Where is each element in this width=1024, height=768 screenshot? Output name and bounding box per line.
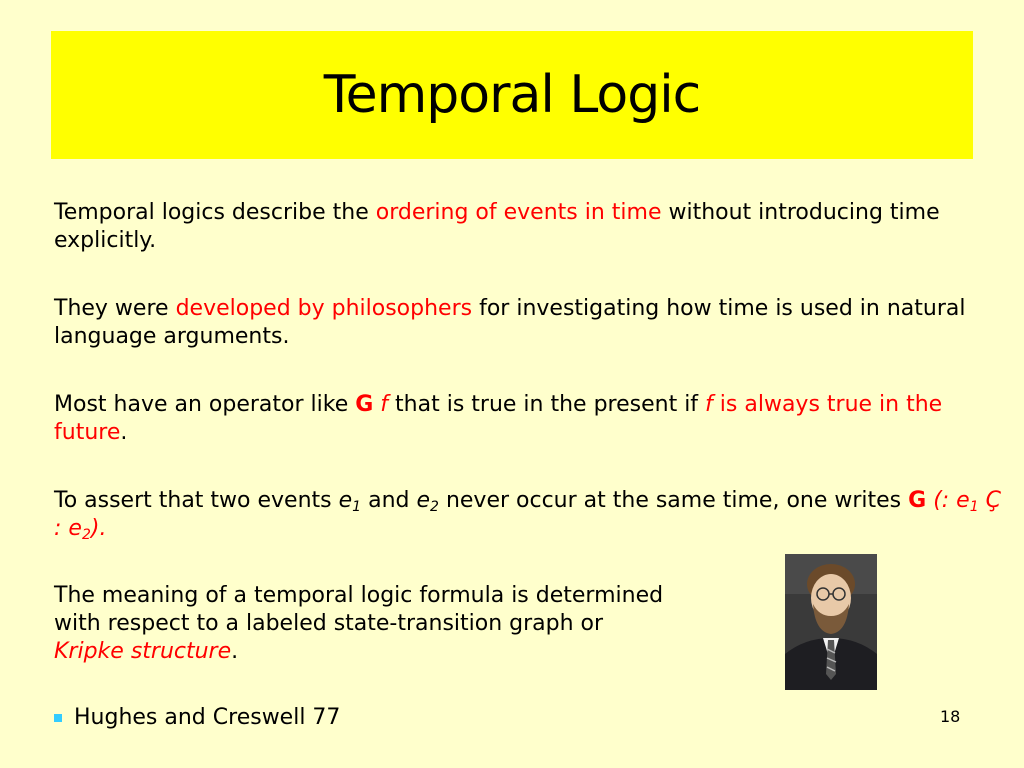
bullet-marker-icon — [54, 714, 62, 722]
title-banner — [51, 31, 973, 159]
formula-part: Ç : e — [54, 488, 1002, 541]
event-e1: e — [338, 488, 353, 513]
paragraph-assert — [54, 487, 1014, 543]
formula-part: (: e — [926, 488, 970, 513]
portrait-photo — [785, 554, 877, 690]
subscript: 2 — [81, 527, 91, 543]
text: for investigating how time is used in natural language arguments. — [54, 296, 966, 349]
text: with respect to a labeled state-transition graph or — [54, 611, 604, 636]
subscript: 1 — [352, 499, 362, 515]
emphasis-text: developed by philosophers — [175, 296, 473, 321]
text: Temporal logics describe the — [54, 200, 376, 225]
page-number: 18 — [940, 707, 961, 726]
text: . — [231, 639, 239, 664]
text: never occur at the same time, one writes — [438, 488, 909, 513]
emphasis-text: is always true in the future — [54, 392, 943, 445]
subscript: 2 — [430, 499, 439, 515]
portrait-illustration — [785, 554, 877, 690]
paragraph-operator — [54, 391, 1014, 447]
bullet-item — [54, 704, 340, 732]
subscript: 1 — [969, 499, 979, 515]
text: Most have an operator like — [54, 392, 356, 417]
operator-g: G — [908, 488, 927, 513]
text: without introducing time explicitly. — [54, 200, 940, 253]
text: that is true in the present if — [388, 392, 706, 417]
paragraph-ordering — [54, 199, 1014, 255]
text: The meaning of a temporal logic formula is determined — [54, 583, 664, 608]
slide-title: Temporal Logic — [323, 65, 701, 125]
text: To assert that two events — [54, 488, 339, 513]
bullet-text: Hughes and Creswell 77 — [74, 705, 341, 730]
formula-f: f — [705, 392, 713, 417]
text: They were — [54, 296, 176, 321]
formula-part: ). — [90, 516, 107, 541]
paragraph-philosophers — [54, 295, 1014, 351]
paragraph-meaning — [54, 582, 774, 666]
emphasis-text: ordering of events in time — [375, 200, 662, 225]
operator-g: G — [355, 392, 374, 417]
event-e2: e — [416, 488, 431, 513]
text: . — [120, 420, 128, 445]
text: and — [361, 488, 417, 513]
formula-f: f — [380, 392, 389, 417]
emphasis-text: Kripke structure — [54, 639, 232, 664]
